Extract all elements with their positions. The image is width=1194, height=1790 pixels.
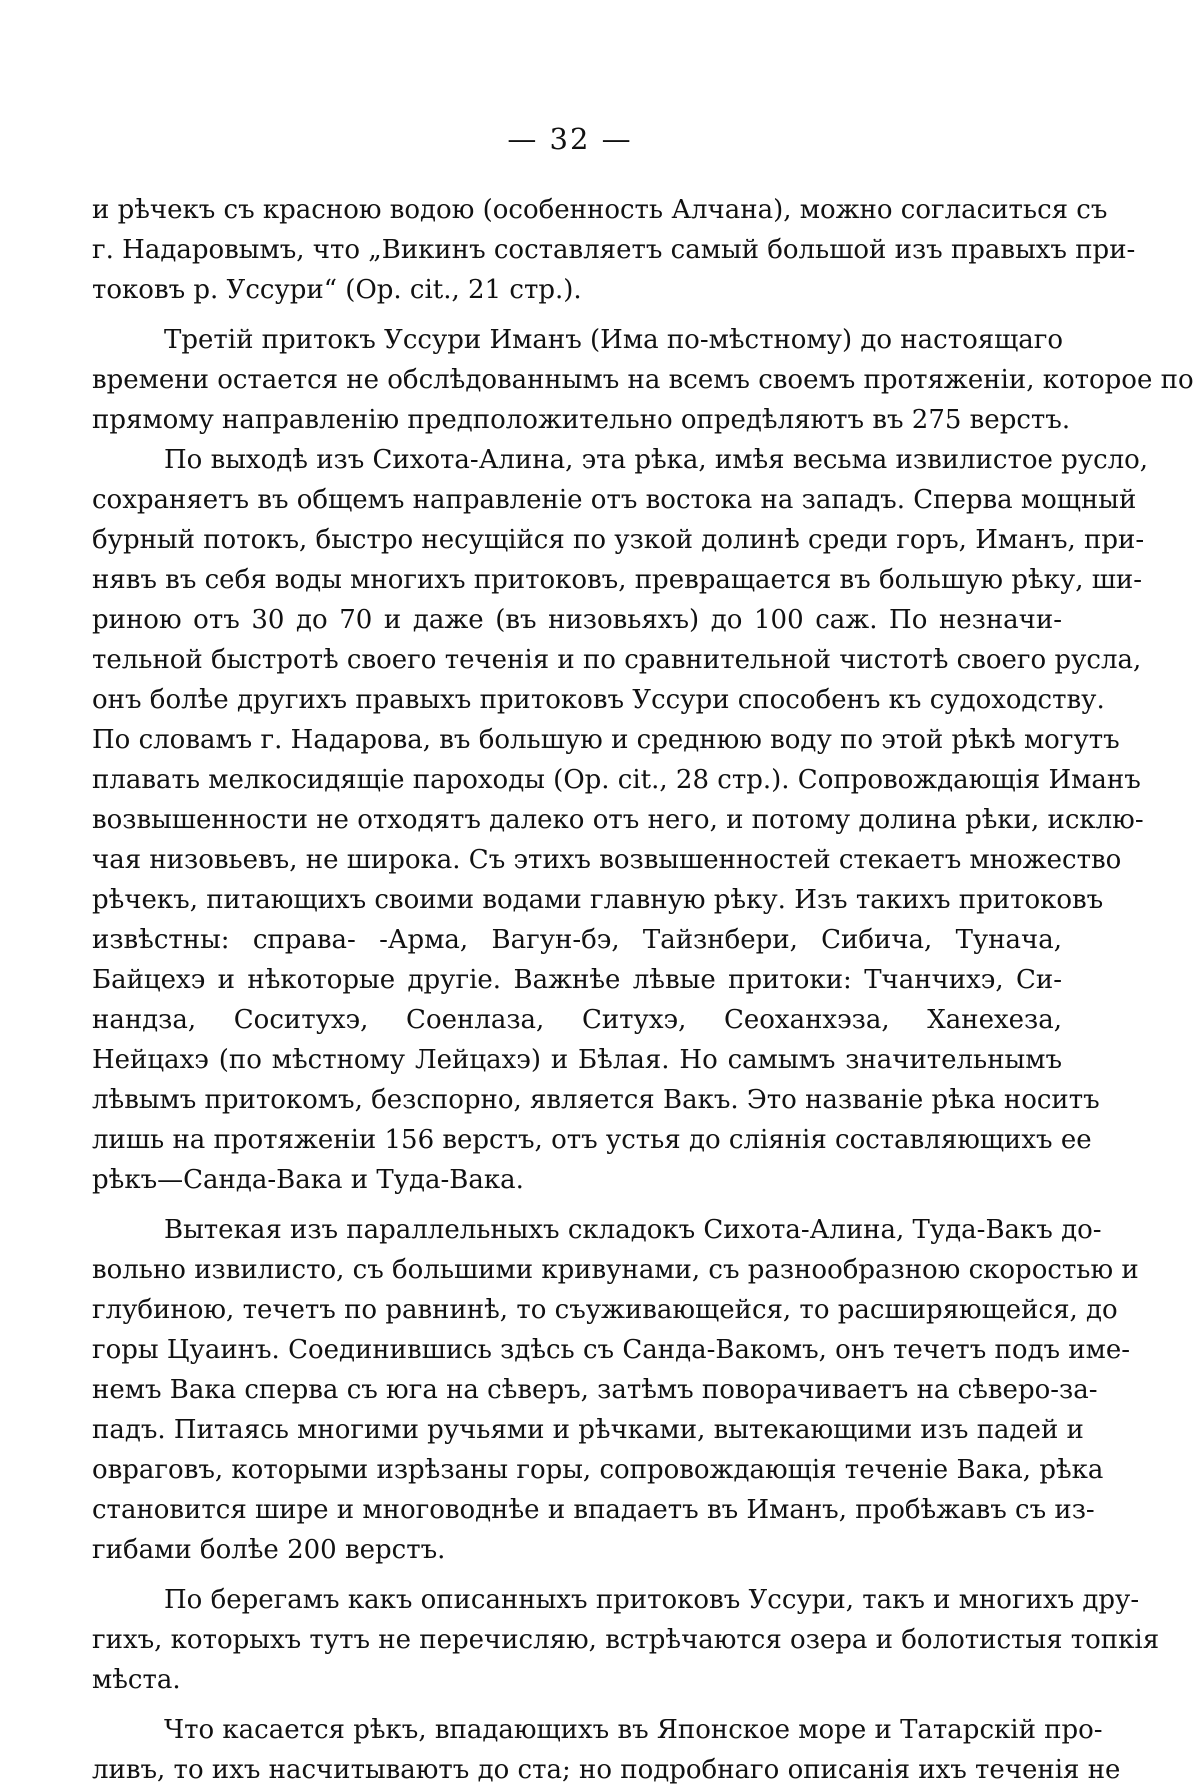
text-line: Что касается рѣкъ, впадающихъ въ Японское море и Татарскій про- [164,1715,1103,1745]
text-line: рѣчекъ, питающихъ своими водами главную рѣку. Изъ такихъ притоковъ [92,885,1104,915]
text-line: лишь на протяженіи 156 верстъ, отъ устья до сліянія составляющихъ ее [92,1125,1092,1155]
text-line: и рѣчекъ съ красною водою (особенность Алчана), можно согласиться съ [92,195,1108,225]
text-line: По берегамъ какъ описанныхъ притоковъ Уссури, такъ и многихъ дру- [164,1585,1140,1615]
text-line: извѣстны: справа- -Арма, Вагун-бэ, Тайзнбери, Сибича, Тунача, [92,925,1062,955]
text-line: нявъ въ себя воды многихъ притоковъ, превращается въ большую рѣку, ши- [92,565,1143,595]
text-line: Вытекая изъ параллельныхъ складокъ Сихота-Алина, Туда-Вакъ до- [164,1215,1102,1245]
text-line: г. Надаровымъ, что „Викинъ составляетъ самый большой изъ правыхъ при- [92,235,1136,265]
text-line: лѣвымъ притокомъ, безспорно, является Вакъ. Это названіе рѣка носитъ [92,1085,1100,1115]
text-line: сохраняетъ въ общемъ направленіе отъ востока на западъ. Сперва мощный [92,485,1137,515]
text-line: токовъ р. Уссури“ (Op. cit., 21 стр.). [92,275,582,305]
paragraph [92,1580,1160,1700]
page-number: — 32 — [507,122,633,156]
paragraph [92,440,1149,1200]
text-line: риною отъ 30 до 70 и даже (въ низовьяхъ) до 100 саж. По незначи- [92,605,1062,635]
text-line: времени остается не обслѣдованнымъ на всемъ своемъ протяженіи, которое по [92,365,1194,395]
text-line: Байцехэ и нѣкоторые другіе. Важнѣе лѣвые притоки: Тчанчихэ, Си- [92,965,1062,995]
text-line: гибами болѣе 200 верстъ. [92,1535,446,1565]
body-text [92,190,1194,1790]
text-line: чая низовьевъ, не широка. Съ этихъ возвышенностей стекаетъ множество [92,845,1122,875]
text-line: Нейцахэ (по мѣстному Лейцахэ) и Бѣлая. Но самымъ значительнымъ [92,1045,1062,1075]
text-line: становится шире и многоводнѣе и впадаетъ въ Иманъ, пробѣжавъ съ из- [92,1495,1095,1525]
text-line: По выходѣ изъ Сихота-Алина, эта рѣка, имѣя весьма извилистое русло, [164,445,1149,475]
text-line: глубиною, течетъ по равнинѣ, то съуживающейся, то расширяющейся, до [92,1295,1118,1325]
text-line: возвышенности не отходятъ далеко отъ него, и потому долина рѣки, исклю- [92,805,1144,835]
paragraph [92,190,1136,310]
text-line: прямому направленію предположительно опредѣляютъ въ 275 верстъ. [92,405,1071,435]
paragraph [92,320,1194,440]
text-line: нандза, Соситухэ, Соенлаза, Ситухэ, Сеоханхэза, Ханехеза, [92,1005,1062,1035]
text-line: тельной быстротѣ своего теченія и по сравнительной чистотѣ своего русла, [92,645,1142,675]
paragraph [92,1710,1121,1790]
text-line: немъ Вака сперва съ юга на сѣверъ, затѣмъ поворачиваетъ на сѣверо-за- [92,1375,1098,1405]
text-line: горы Цуаинъ. Соединившись здѣсь съ Санда-Вакомъ, онъ течетъ подъ име- [92,1335,1131,1365]
text-line: падъ. Питаясь многими ручьями и рѣчками, вытекающими изъ падей и [92,1415,1084,1445]
paragraph [92,1210,1139,1570]
text-line: бурный потокъ, быстро несущійся по узкой долинѣ среди горъ, Иманъ, при- [92,525,1145,555]
text-line: ливъ, то ихъ насчитываютъ до ста; но подробнаго описанія ихъ теченія не [92,1755,1121,1785]
text-line: Третій притокъ Уссури Иманъ (Има по-мѣстному) до настоящаго [164,325,1064,355]
text-line: По словамъ г. Надарова, въ большую и среднюю воду по этой рѣкѣ могутъ [92,725,1120,755]
text-line: рѣкъ—Санда-Вака и Туда-Вака. [92,1165,524,1195]
text-line: онъ болѣе другихъ правыхъ притоковъ Уссури способенъ къ судоходству. [92,685,1105,715]
text-line: мѣста. [92,1665,181,1695]
text-line: вольно извилисто, съ большими кривунами, съ разнообразною скоростью и [92,1255,1139,1285]
text-line: овраговъ, которыми изрѣзаны горы, сопровождающія теченіе Вака, рѣка [92,1455,1104,1485]
text-line: плавать мелкосидящіе пароходы (Op. cit., 28 стр.). Сопровождающія Иманъ [92,765,1141,795]
text-line: гихъ, которыхъ тутъ не перечисляю, встрѣчаются озера и болотистыя топкія [92,1625,1160,1655]
